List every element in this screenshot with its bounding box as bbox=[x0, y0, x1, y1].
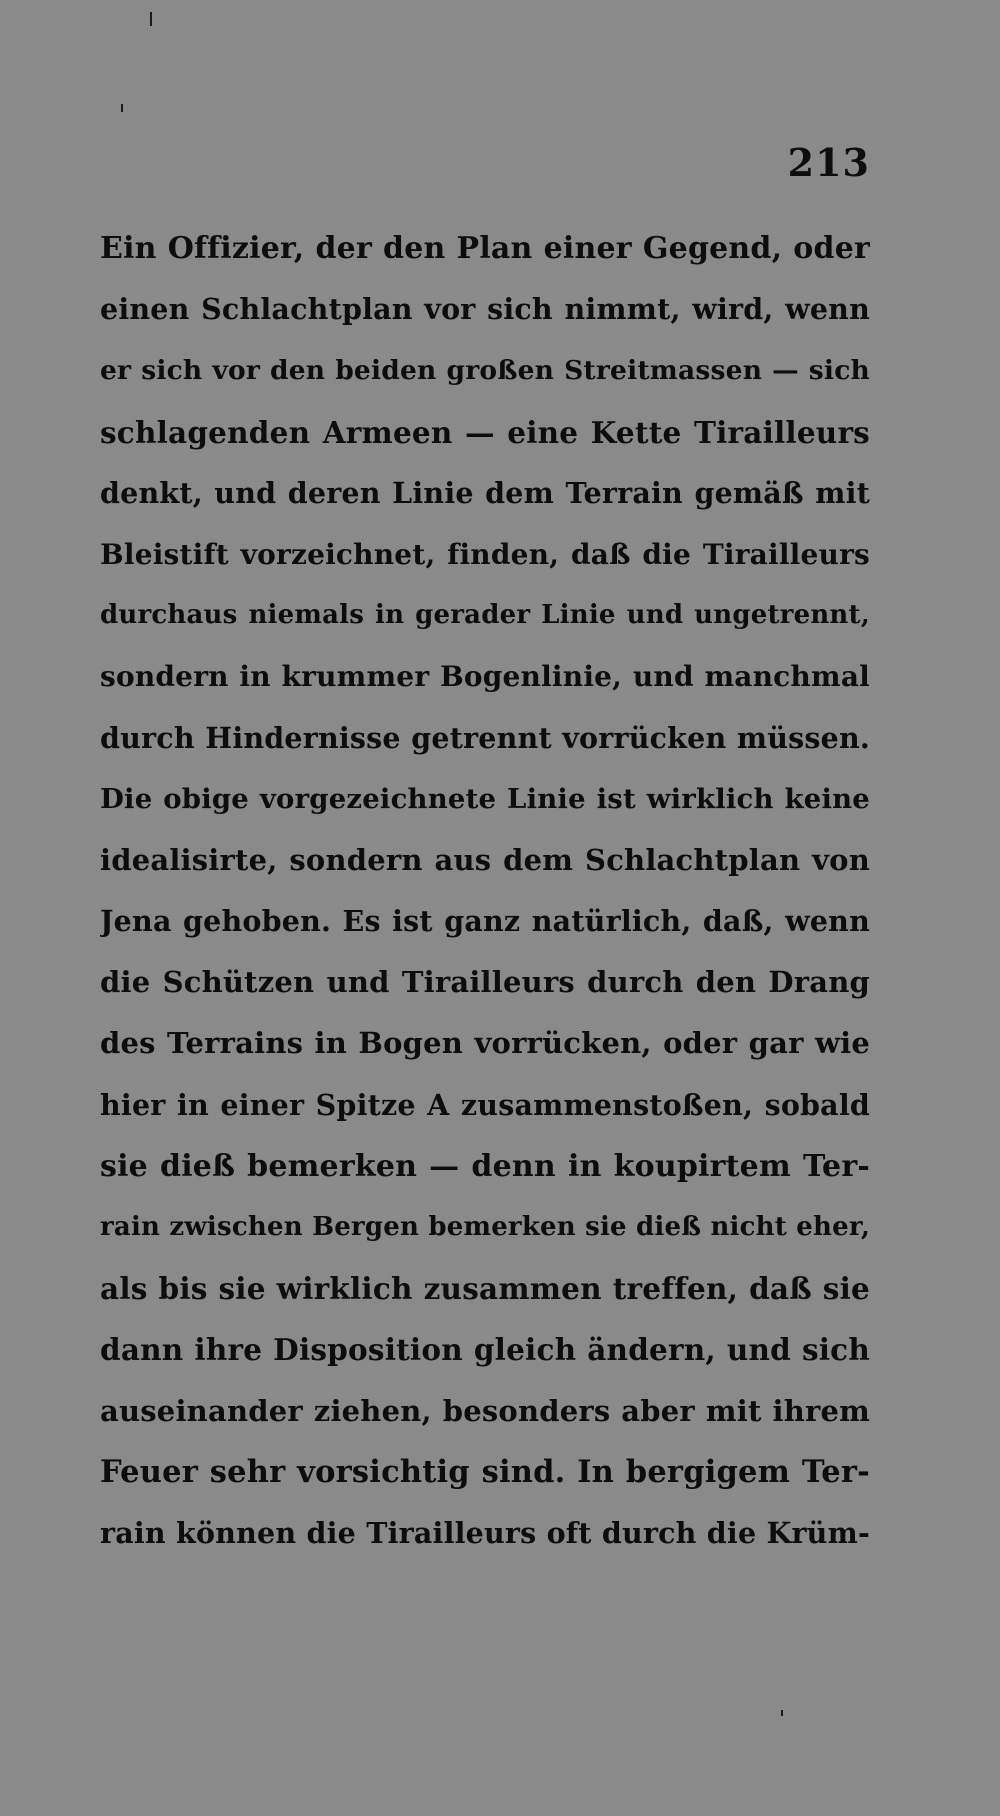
text-line: sie dieß bemerken — denn in koupirtem Ter- bbox=[100, 1148, 870, 1184]
text-line: durch Hindernisse getrennt vorrücken müssen. bbox=[100, 720, 870, 755]
text-line: die Schützen und Tirailleurs durch den Drang bbox=[100, 965, 870, 1000]
text-line: schlagenden Armeen — eine Kette Tirailleurs bbox=[100, 414, 870, 450]
text-line: rain können die Tirailleurs oft durch die Krüm- bbox=[100, 1515, 870, 1550]
page-number: 213 bbox=[787, 140, 870, 185]
text-line: Die obige vorgezeichnete Linie ist wirklich keine bbox=[100, 782, 870, 815]
text-line: er sich vor den beiden großen Streitmassen — sich bbox=[100, 355, 870, 387]
text-line: Jena gehoben. Es ist ganz natürlich, daß, wenn bbox=[100, 904, 870, 939]
text-line: idealisirte, sondern aus dem Schlachtplan von bbox=[100, 842, 870, 877]
scan-speck bbox=[150, 12, 152, 26]
text-line: einen Schlachtplan vor sich nimmt, wird, wenn bbox=[100, 292, 870, 327]
text-line: hier in einer Spitze A zusammenstoßen, sobald bbox=[100, 1087, 870, 1122]
text-line: auseinander ziehen, besonders aber mit ihrem bbox=[100, 1393, 870, 1428]
scan-speck bbox=[121, 104, 123, 112]
text-line: Feuer sehr vorsichtig sind. In bergigem Ter- bbox=[100, 1453, 870, 1490]
text-line: als bis sie wirklich zusammen treffen, daß sie bbox=[100, 1271, 870, 1307]
text-line: sondern in krummer Bogenlinie, und manchmal bbox=[100, 660, 870, 694]
text-line: rain zwischen Bergen bemerken sie dieß nicht eher, bbox=[100, 1212, 870, 1242]
body-text bbox=[100, 218, 870, 1564]
text-line: dann ihre Disposition gleich ändern, und sich bbox=[100, 1332, 870, 1368]
scan-speck bbox=[781, 1710, 783, 1716]
text-line: Bleistift vorzeichnet, finden, daß die Tirailleurs bbox=[100, 537, 870, 571]
text-line: denkt, und deren Linie dem Terrain gemäß mit bbox=[100, 475, 870, 510]
text-line: des Terrains in Bogen vorrücken, oder gar wie bbox=[100, 1026, 870, 1061]
text-line: Ein Offizier, der den Plan einer Gegend, oder bbox=[100, 231, 870, 266]
text-line: durchaus niemals in gerader Linie und ungetrennt, bbox=[100, 600, 870, 631]
